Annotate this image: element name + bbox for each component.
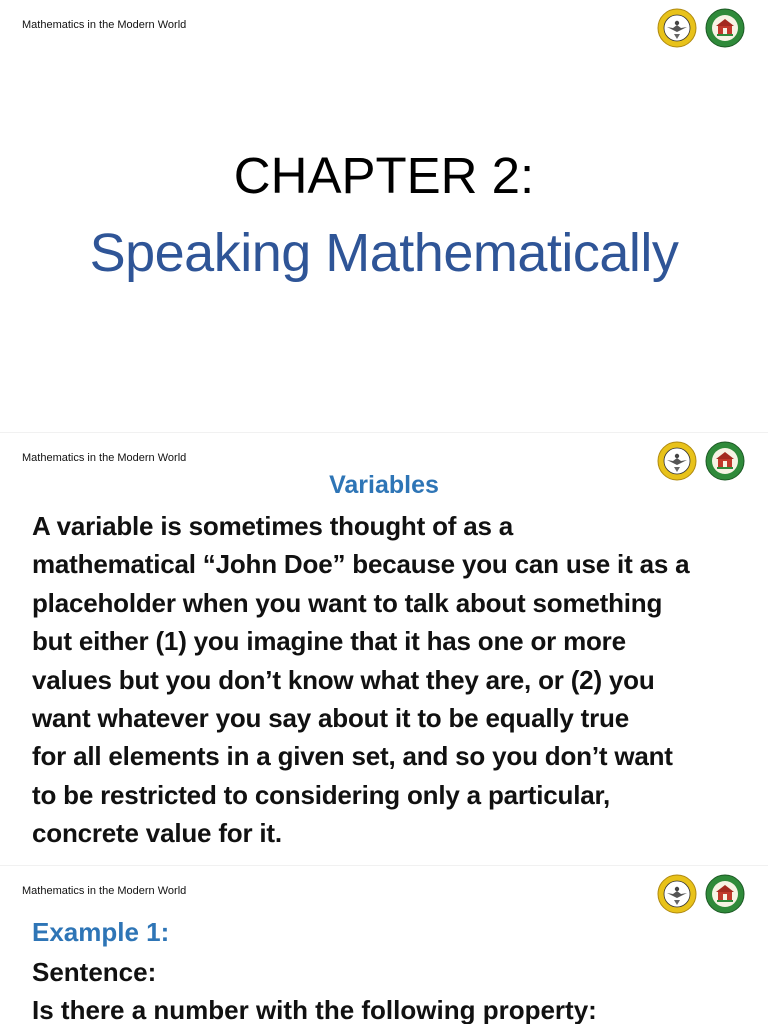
logo-group [657, 6, 750, 48]
paragraph-line: A variable is sometimes thought of as a [32, 511, 514, 541]
university-seal-icon [657, 874, 697, 914]
logo-group [657, 872, 750, 914]
course-header: Mathematics in the Modern World [22, 19, 187, 31]
paragraph-line: want whatever you say about it to be equally true [32, 703, 629, 734]
college-seal-icon [705, 8, 745, 48]
course-header: Mathematics in the Modern World [22, 885, 187, 897]
paragraph-line: for all elements in a given set, and so you don’t want [32, 741, 673, 772]
paragraph-line: to be restricted to considering only a particular, [32, 779, 611, 810]
paragraph-line: mathematical “John Doe” because you can use it as a [32, 549, 690, 580]
university-seal-icon [657, 8, 697, 48]
section-heading: Variables [329, 471, 439, 499]
chapter-subtitle: Speaking Mathematically [89, 223, 679, 283]
college-seal-icon [705, 874, 745, 914]
example-label: Sentence: [32, 957, 157, 987]
course-header: Mathematics in the Modern World [22, 452, 187, 464]
example-heading: Example 1: [32, 917, 170, 947]
paragraph-line: concrete value for it. [32, 818, 282, 849]
variables-slide [0, 433, 768, 865]
example-question: Is there a number with the following property: [32, 995, 597, 1024]
chapter-title: CHAPTER 2: [233, 147, 535, 204]
paragraph-line: but either (1) you imagine that it has one or more [32, 626, 626, 657]
paragraph-line: values but you don’t know what they are, or (2) you [32, 664, 655, 695]
example-slide [0, 866, 768, 1024]
paragraph-line: placeholder when you want to talk about something [32, 587, 663, 618]
title-slide [0, 0, 768, 432]
variables-paragraph [32, 507, 744, 853]
